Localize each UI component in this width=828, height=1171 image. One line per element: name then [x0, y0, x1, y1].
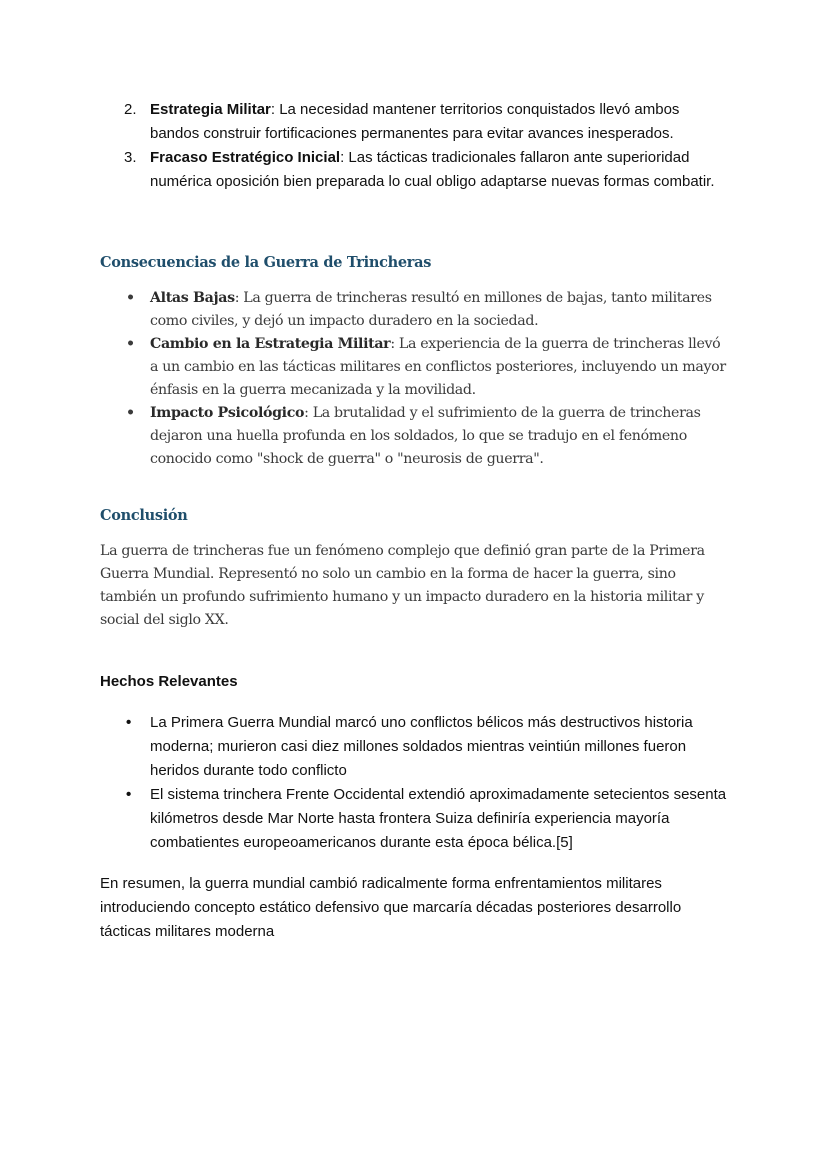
list-item: 2. Estrategia Militar: La necesidad mantener territorios conquistados llevó ambos bandos construir fortificaciones permanentes para evitar avances inesperados. [124, 101, 680, 142]
list-item: 3. Fracaso Estratégico Inicial: Las tácticas tradicionales fallaron ante superioridad numérica oposición bien preparada lo cual obligo adaptarse nuevas formas combatir. [124, 149, 715, 190]
consecuencias-list [100, 287, 732, 471]
list-item: • La Primera Guerra Mundial marcó uno conflictos bélicos más destructivos historia moderna; murieron casi diez millones soldados mientras veintiún millones fueron heridos durante todo conflicto [100, 711, 732, 783]
list-item: • El sistema trinchera Frente Occidental extendió aproximadamente setecientos sesenta kilómetros desde Mar Norte hasta frontera Suiza definiría experiencia mayoría combatientes europeoamericanos durante esta época bélica.[5] [100, 783, 732, 855]
section-heading-consecuencias: Consecuencias de la Guerra de Trincheras [100, 254, 432, 271]
resumen-paragraph: En resumen, la guerra mundial cambió radicalmente forma enfrentamientos militares introduciendo concepto estático defensivo que marcaría décadas posteriores desarrollo tácticas militares moderna [100, 875, 682, 940]
list-item: • Altas Bajas: La guerra de trincheras resultó en millones de bajas, tanto militares como civiles, y dejó un impacto duradero en la sociedad. [100, 287, 732, 333]
bullet-icon: • [126, 290, 135, 306]
section-heading-conclusion: Conclusión [100, 507, 188, 524]
list-item: • Impacto Psicológico: La brutalidad y el sufrimiento de la guerra de trincheras dejaron una huella profunda en los soldados, lo que se tradujo en el fenómeno conocido como "shock de guerra" o "neurosis de guerra". [100, 402, 732, 471]
numbered-list [100, 98, 732, 194]
conclusion-paragraph: La guerra de trincheras fue un fenómeno complejo que definió gran parte de la Primera Guerra Mundial. Representó no solo un cambio en la forma de hacer la guerra, sino también un profundo sufrimiento humano y un impacto duradero en la historia militar y social del siglo XX. [100, 543, 705, 628]
bullet-icon: • [126, 714, 132, 731]
list-item: • Cambio en la Estrategia Militar: La experiencia de la guerra de trincheras llevó a un cambio en las tácticas militares en conflictos posteriores, incluyendo un mayor énfasis en la guerra mecanizada y la movilidad. [100, 333, 732, 402]
bullet-icon: • [126, 405, 135, 421]
bullet-icon: • [126, 786, 132, 803]
hechos-list [100, 711, 732, 855]
bullet-icon: • [126, 336, 135, 352]
section-heading-hechos: Hechos Relevantes [100, 673, 238, 690]
